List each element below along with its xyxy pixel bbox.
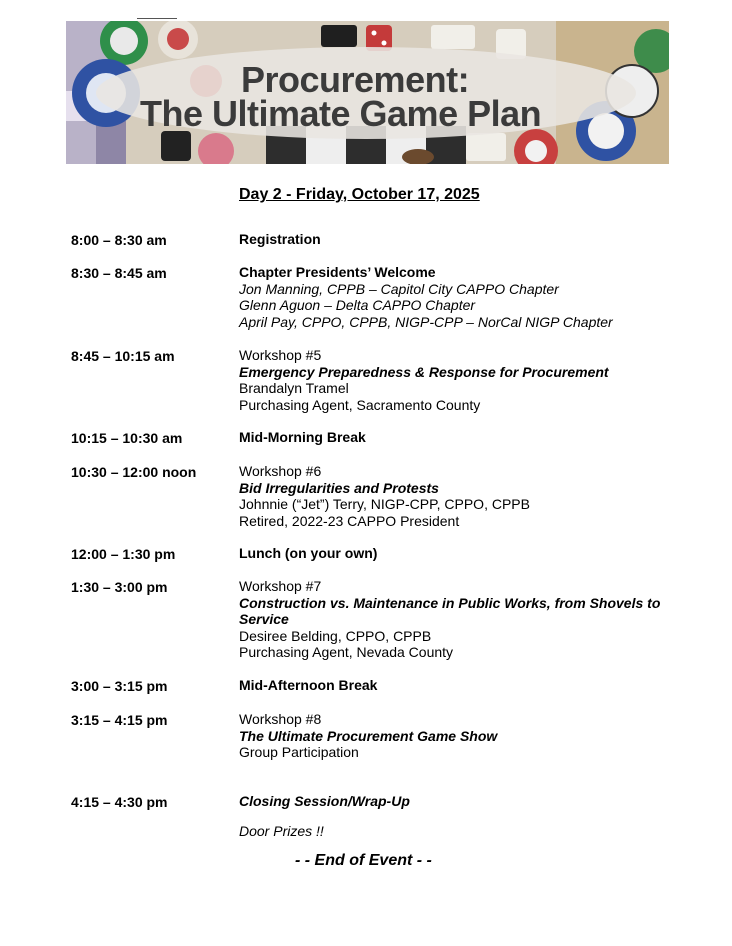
session-title: The Ultimate Procurement Game Show: [239, 727, 498, 744]
session: [239, 347, 679, 413]
top-rule: [137, 18, 177, 19]
session: [239, 429, 679, 446]
session: [239, 677, 679, 694]
time-slot: 12:00 – 1:30 pm: [71, 546, 176, 562]
session: [239, 711, 679, 761]
presenter-line: Purchasing Agent, Nevada County: [239, 644, 454, 660]
speaker-line: Glenn Aguon – Delta CAPPO Chapter: [239, 297, 476, 313]
session: [239, 578, 679, 661]
header-banner: [66, 21, 669, 164]
time-slot: 4:15 – 4:30 pm: [71, 794, 168, 810]
presenter-line: Johnnie (“Jet”) Terry, NIGP-CPP, CPPO, CPPB: [239, 496, 530, 512]
session-title: Construction vs. Maintenance in Public Works, from Shovels to: [239, 594, 661, 611]
time-slot: 8:45 – 10:15 am: [71, 348, 175, 364]
workshop-number: Workshop #5: [239, 347, 322, 363]
session: [239, 231, 679, 248]
time-slot: 10:30 – 12:00 noon: [71, 464, 197, 480]
session-title: Registration: [239, 231, 321, 247]
time-slot: 10:15 – 10:30 am: [71, 430, 183, 446]
session-title: Emergency Preparedness & Response for Procurement: [239, 363, 609, 380]
session: [239, 545, 679, 562]
time-slot: 3:00 – 3:15 pm: [71, 678, 168, 694]
session-title: Bid Irregularities and Protests: [239, 479, 439, 496]
speaker-line: April Pay, CPPO, CPPB, NIGP-CPP – NorCal NIGP Chapter: [239, 313, 613, 330]
presenter-line: Group Participation: [239, 744, 359, 760]
banner-title-line-1: Procurement:: [241, 59, 470, 100]
end-of-event: - - End of Event - -: [295, 852, 432, 869]
day-heading: Day 2 - Friday, October 17, 2025: [239, 186, 480, 203]
session: [239, 264, 679, 330]
session-title: Lunch (on your own): [239, 545, 378, 561]
session: [239, 793, 679, 810]
session-extra: [239, 823, 679, 840]
door-prizes-note: Door Prizes !!: [239, 823, 324, 839]
presenter-line: Desiree Belding, CPPO, CPPB: [239, 627, 432, 644]
session-title: Mid-Morning Break: [239, 429, 366, 445]
session-title-continued: Service: [239, 611, 289, 627]
presenter-line: Brandalyn Tramel: [239, 380, 349, 396]
workshop-number: Workshop #7: [239, 578, 322, 594]
session-title: Chapter Presidents’ Welcome: [239, 264, 436, 280]
session-title: Mid-Afternoon Break: [239, 677, 378, 693]
workshop-number: Workshop #6: [239, 463, 322, 479]
presenter-line: Purchasing Agent, Sacramento County: [239, 396, 481, 413]
workshop-number: Workshop #8: [239, 711, 322, 727]
session: [239, 463, 679, 529]
time-slot: 1:30 – 3:00 pm: [71, 579, 168, 595]
banner-title-line-2: The Ultimate Game Plan: [140, 93, 542, 134]
time-slot: 8:30 – 8:45 am: [71, 265, 167, 281]
presenter-line: Retired, 2022-23 CAPPO President: [239, 512, 460, 529]
speaker-line: Jon Manning, CPPB – Capitol City CAPPO Chapter: [239, 280, 559, 297]
time-slot: 8:00 – 8:30 am: [71, 232, 167, 248]
session-title: Closing Session/Wrap-Up: [239, 793, 410, 809]
time-slot: 3:15 – 4:15 pm: [71, 712, 168, 728]
